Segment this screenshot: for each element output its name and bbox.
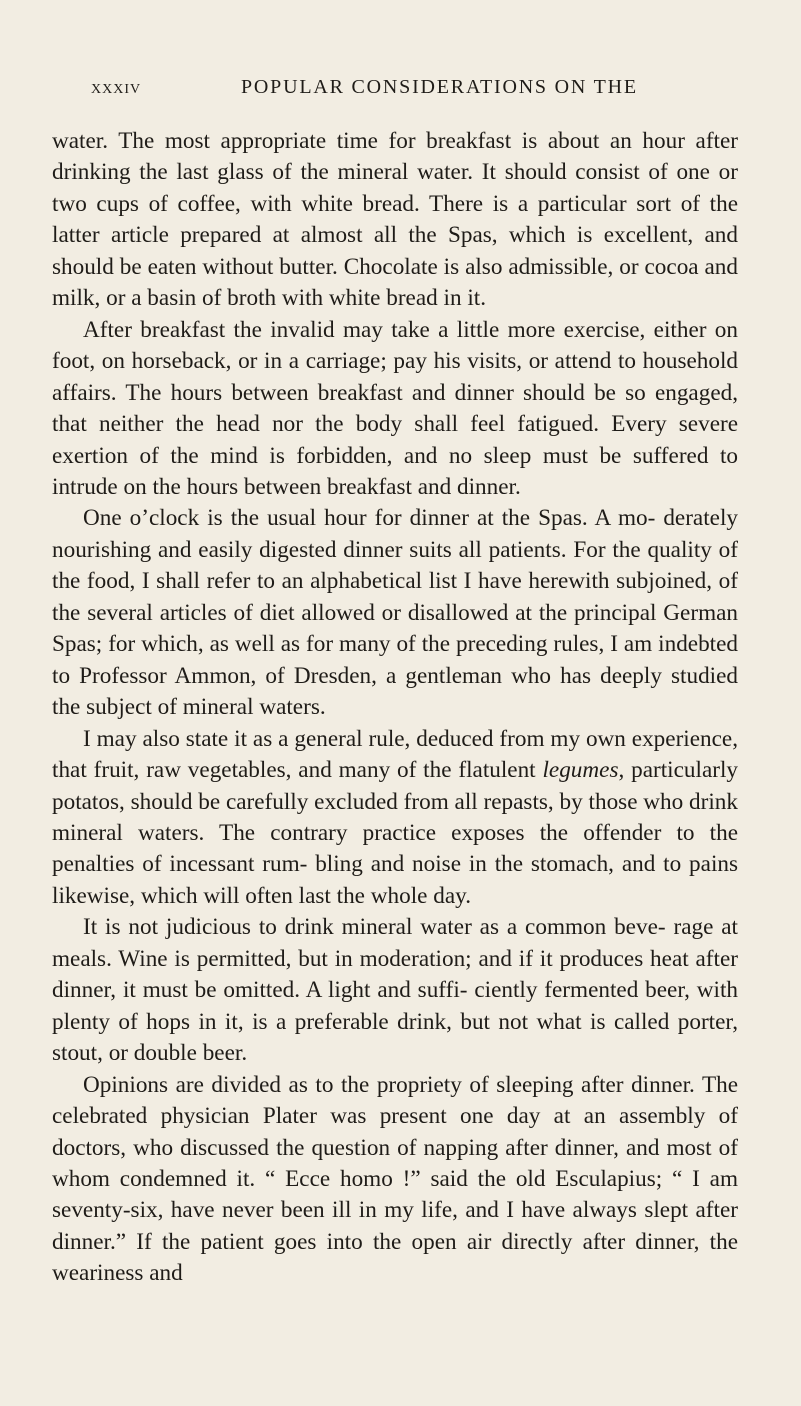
paragraph-breakfast: water. The most appropriate time for breakfast is about an hour after drinking the last glass of the mineral water. It should consist of one or two cups of coffee, with white bread. There is a particular sort of the latter article prepared at almost all the Spas, which is excellent, and should be eaten without butter. Chocolate is also admissible, or cocoa and milk, or a basin of broth with white bread in it. <box>52 128 738 312</box>
paragraph-drink-at-meals: It is not judicious to drink mineral water as a common beve- rage at meals. Wine is permitted, but in moderation; and if it produces heat after dinner, it must be omitted. A light and suffi- ciently fermented beer, with plenty of hops in it, is a preferable drink, but not what is called porter, stout, or double beer. <box>52 914 738 1067</box>
paragraph-sleeping-after-dinner: Opinions are divided as to the propriety of sleeping after dinner. The celebrated physician Plater was present one day at an assembly of doctors, who discussed the question of napping after dinner, and most of whom condemned it. “ Ecce homo !” said the old Esculapius; “ I am seventy-six, have never been ill in my life, and I have always slept after dinner.” If the patient goes into the open air directly after dinner, the weariness and <box>52 1071 738 1287</box>
paragraph-general-rule <box>52 724 738 913</box>
page-header <box>91 76 731 108</box>
paragraph-general-rule-end: , particularly potatos, should be carefully excluded from all repasts, by those who drink mineral waters. The contrary practice exposes the offender to the penalties of incessant rum- bling and noise in the stomach, and to pains likewise, which will often last the whole day. <box>52 757 738 909</box>
paragraph-general-rule-start: I may also state it as a general rule, deduced from my own experience, that fruit, raw vegetables, and many of the flatulent <box>52 725 738 784</box>
running-head: POPULAR CONSIDERATIONS ON THE <box>241 76 638 98</box>
paragraph-dinner-hour: One o’clock is the usual hour for dinner at the Spas. A mo- derately nourishing and easily digested dinner suits all patients. For the quality of the food, I shall refer to an alphabetical list I have herewith subjoined, of the several articles of diet allowed or disallowed at the principal German Spas; for which, as well as for many of the preceding rules, I am indebted to Professor Ammon, of Dresden, a gentleman who has deeply studied the subject of mineral waters. <box>52 505 738 721</box>
page-number: xxxiv <box>91 76 142 98</box>
body-text <box>52 126 738 1290</box>
paragraph-after-breakfast: After breakfast the invalid may take a little more exercise, either on foot, on horseback, or in a carriage; pay his visits, or attend to household affairs. The hours between breakfast and dinner should be so engaged, that neither the head nor the body shall feel fatigued. Every severe exertion of the mind is forbidden, and no sleep must be suffered to intrude on the hours between breakfast and dinner. <box>52 316 738 500</box>
italic-legumes: legumes <box>542 757 619 784</box>
